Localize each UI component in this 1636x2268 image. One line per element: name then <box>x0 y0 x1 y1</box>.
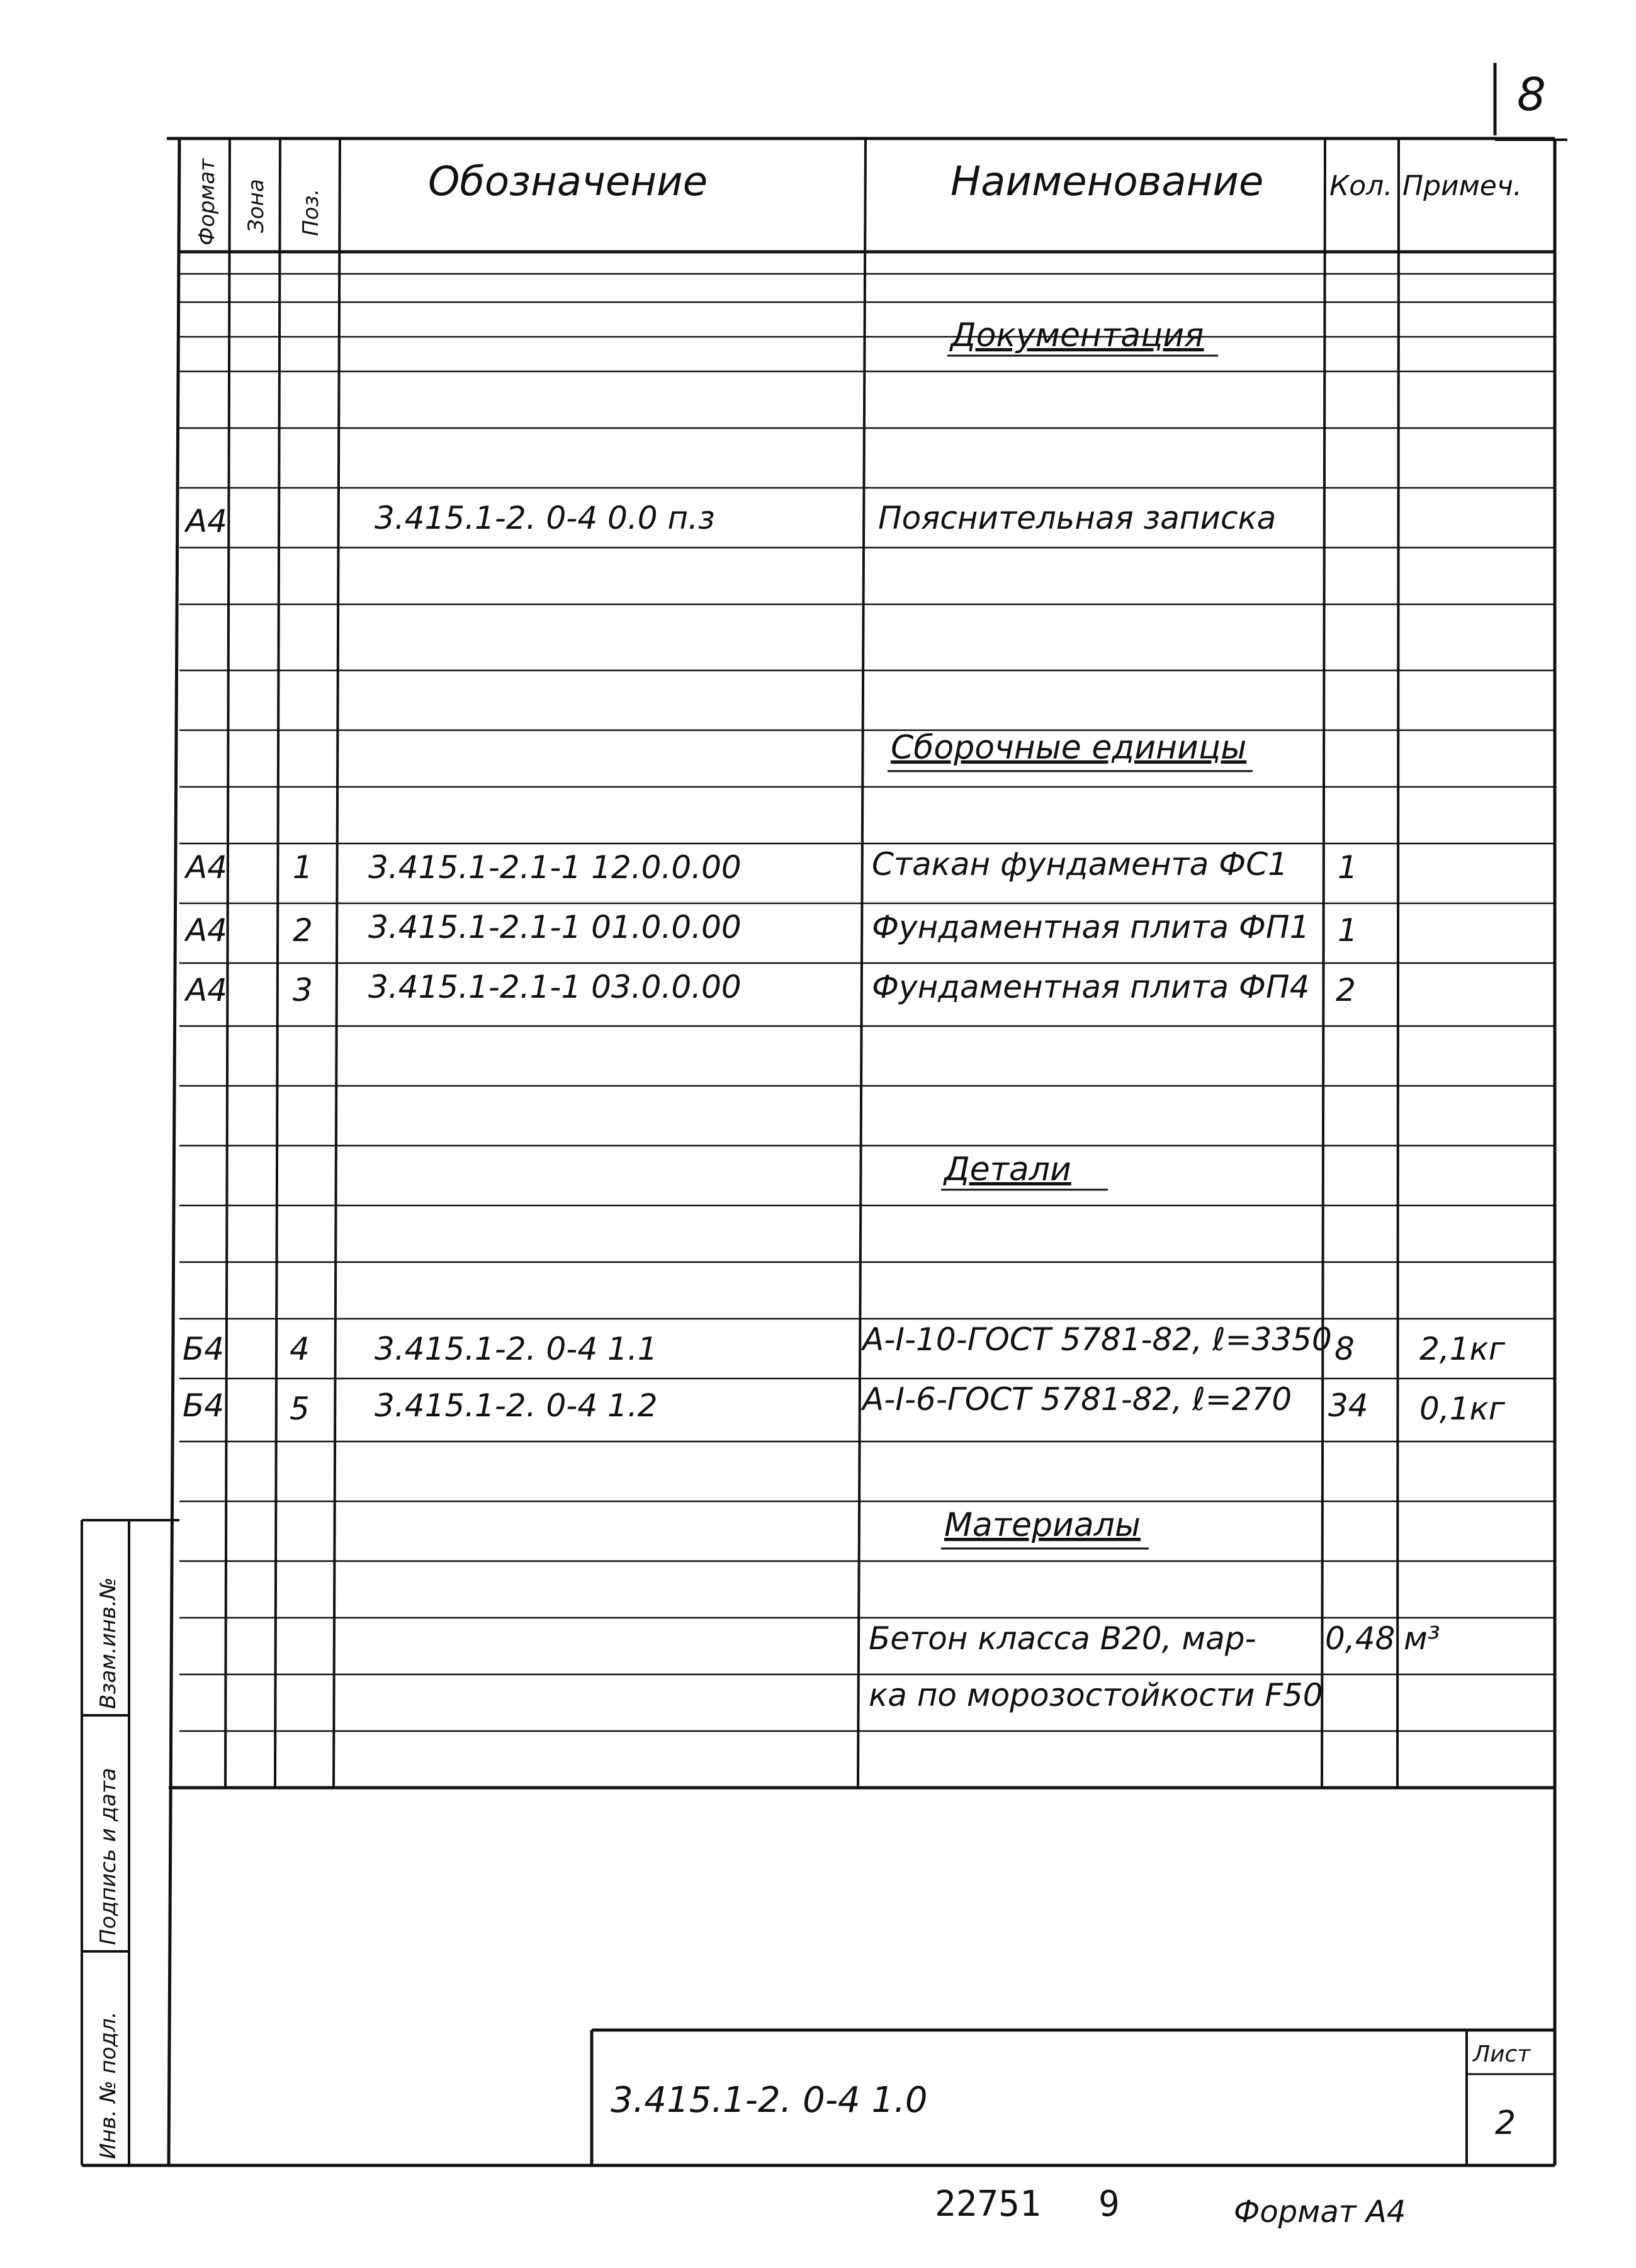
row5-pos: 5 <box>290 1391 310 1427</box>
row5-format: Б4 <box>183 1387 225 1424</box>
row4-qty: 8 <box>1334 1331 1355 1367</box>
row4-designation: 3.415.1-2. 0-4 1.1 <box>375 1331 658 1367</box>
stamp-inv-podl: Инв. № подл. <box>96 2011 121 2159</box>
row-pz-format: А4 <box>186 503 228 539</box>
title-sheet-number: 2 <box>1495 2104 1516 2142</box>
row6-qty: 0,48 <box>1325 1620 1396 1657</box>
row-pz-designation: 3.415.1-2. 0-4 0.0 п.з <box>375 500 715 536</box>
row4-pos: 4 <box>290 1331 310 1367</box>
header-zone: Зона <box>244 179 269 233</box>
row6-name-line2: ка по морозостойкости F50 <box>869 1677 1323 1713</box>
stamp-vzam-inv: Взам.инв.№ <box>96 1577 121 1709</box>
row2-name: Фундаментная плита ФП1 <box>872 909 1310 945</box>
row2-designation: 3.415.1-2.1-1 01.0.0.00 <box>368 909 742 945</box>
row5-note: 0,1кг <box>1419 1391 1505 1427</box>
row6-note: м³ <box>1404 1620 1440 1657</box>
row1-qty: 1 <box>1338 849 1358 886</box>
row1-pos: 1 <box>293 849 313 886</box>
footer-doc-number: 22751 <box>935 2184 1041 2225</box>
title-sheet-label: Лист <box>1473 2041 1531 2067</box>
row1-designation: 3.415.1-2.1-1 12.0.0.00 <box>368 849 742 886</box>
row4-note: 2,1кг <box>1419 1331 1505 1367</box>
header-note: Примеч. <box>1402 170 1522 202</box>
row2-qty: 1 <box>1338 912 1358 949</box>
row3-designation: 3.415.1-2.1-1 03.0.0.00 <box>368 969 742 1005</box>
row6-name-line1: Бетон класса В20, мар- <box>869 1620 1256 1657</box>
title-designation: 3.415.1-2. 0-4 1.0 <box>611 2080 928 2121</box>
frame-left <box>169 138 179 2165</box>
row4-name: A-I-10-ГОСТ 5781-82, ℓ=3350 <box>862 1321 1332 1358</box>
row3-pos: 3 <box>293 972 313 1008</box>
row3-qty: 2 <box>1336 972 1356 1008</box>
footer-digit: 9 <box>1098 2184 1120 2225</box>
row3-name: Фундаментная плита ФП4 <box>872 969 1310 1005</box>
header-designation: Обозначение <box>428 159 708 205</box>
page-number: 8 <box>1517 68 1546 121</box>
header-pos: Поз. <box>298 188 324 236</box>
row5-name: A-I-6-ГОСТ 5781-82, ℓ=270 <box>862 1381 1292 1418</box>
row4-format: Б4 <box>183 1331 225 1367</box>
header-qty: Кол. <box>1329 170 1393 202</box>
stamp-sign-date: Подпись и дата <box>96 1768 121 1945</box>
section-assembly-units: Сборочные единицы <box>891 729 1247 767</box>
header-format: Формат <box>195 159 220 245</box>
section-documentation: Документация <box>951 317 1204 354</box>
row3-format: А4 <box>186 972 228 1008</box>
row5-qty: 34 <box>1328 1387 1368 1424</box>
row-pz-name: Пояснительная записка <box>878 500 1277 536</box>
section-materials: Материалы <box>944 1506 1141 1544</box>
section-details: Детали <box>944 1151 1071 1188</box>
row1-name: Стакан фундамента ФС1 <box>872 846 1288 883</box>
header-name: Наименование <box>951 159 1264 205</box>
row5-designation: 3.415.1-2. 0-4 1.2 <box>375 1387 658 1424</box>
row2-pos: 2 <box>293 912 313 949</box>
row2-format: А4 <box>186 912 228 949</box>
row1-format: А4 <box>186 849 228 886</box>
footer-format: Формат А4 <box>1234 2194 1406 2230</box>
